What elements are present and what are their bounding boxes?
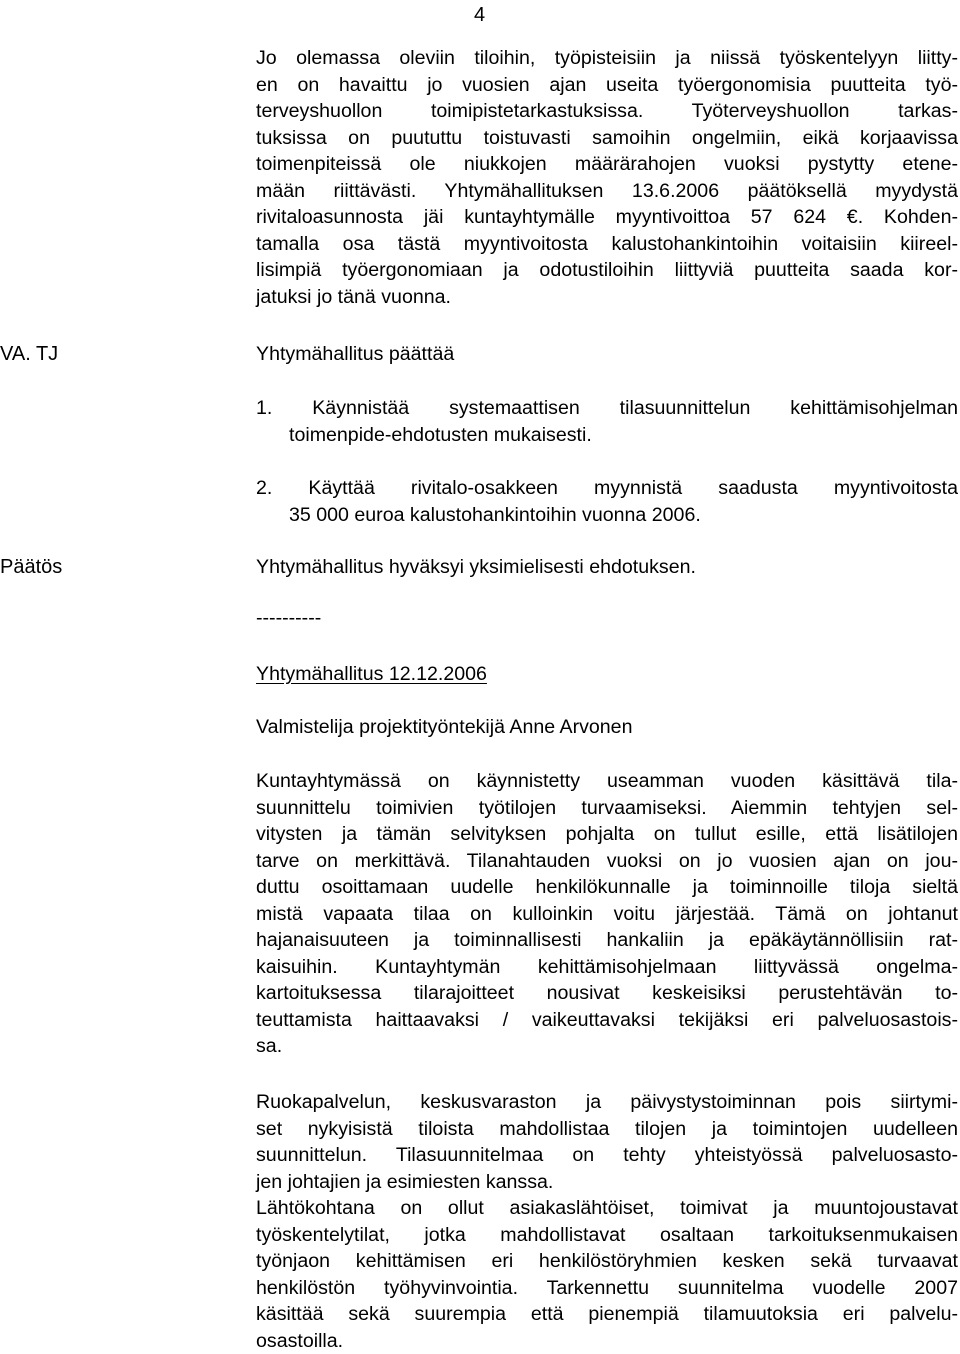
- text-line: Jo olemassa oleviin tiloihin, työpisteisiin ja niissä työskentelyyn liitty-: [256, 45, 958, 72]
- text-line: tuksissa on puututtu toistuvasti samoihin ongelmiin, eikä korjaavissa: [256, 125, 958, 152]
- text-line: rivitaloasunnosta jäi kuntayhtymälle myyntivoittoa 57 624 €. Kohden-: [256, 204, 958, 231]
- text-line: suunnittelu toimivien työtilojen turvaamiseksi. Aiemmin tehtyjen sel-: [256, 795, 958, 822]
- paragraph-3: [256, 1195, 958, 1354]
- text-line: mään riittävästi. Yhtymähallituksen 13.6.2006 päätöksellä myydystä: [256, 178, 958, 205]
- text-line: työnjaon kehittämisen eri henkilöstöryhmien kesken sekä turvaavat: [256, 1248, 958, 1275]
- text-line: vitysten ja tämän selvityksen pohjalta on tullut esille, että lisätilojen: [256, 821, 958, 848]
- text-line: Kuntayhtymässä on käynnistetty useamman vuoden käsittävä tila-: [256, 768, 958, 795]
- decision-text: Yhtymähallitus hyväksyi yksimielisesti ehdotuksen.: [256, 556, 696, 579]
- proposal-item-2: [256, 475, 958, 528]
- text-line: suunnittelun. Tilasuunnitelmaa on tehty yhteistyössä palveluosasto-: [256, 1142, 958, 1169]
- text-line: 35 000 euroa kalustohankintoihin vuonna 2006.: [256, 502, 958, 529]
- separator: ----------: [256, 607, 321, 630]
- text-line: käsittää sekä suurempia että pienempiä tilamuutoksia eri palvelu-: [256, 1301, 958, 1328]
- text-line: set nykyisistä tiloista mahdollistaa tilojen ja toimintojen uudelleen: [256, 1116, 958, 1143]
- intro-paragraph: [256, 45, 958, 310]
- text-line: osastoilla.: [256, 1328, 958, 1354]
- text-line: toimenpide-ehdotusten mukaisesti.: [256, 422, 958, 449]
- text-line: hajanaisuuteen ja toiminnallisesti hankaliin ja epäkäytännöllisiin rat-: [256, 927, 958, 954]
- text-line: tarve on merkittävä. Tilanahtauden vuoksi on jo vuosien ajan on jou-: [256, 848, 958, 875]
- text-line: työskentelytilat, jotka mahdollistavat osaltaan tarkoituksenmukaisen: [256, 1222, 958, 1249]
- text-line: henkilöstön työhyvinvointia. Tarkennettu suunnitelma vuodelle 2007: [256, 1275, 958, 1302]
- text-line: toimenpiteissä ole niukkojen määrärahojen vuoksi pystytty etene-: [256, 151, 958, 178]
- text-line: 1. Käynnistää systemaattisen tilasuunnittelun kehittämisohjelman: [256, 395, 958, 422]
- paragraph-1: [256, 768, 958, 1060]
- proposal-label: VA. TJ: [0, 343, 58, 366]
- proposal-item-1: [256, 395, 958, 448]
- text-line: jen johtajien ja esimiesten kanssa.: [256, 1169, 958, 1196]
- proposal-heading: Yhtymähallitus päättää: [256, 343, 454, 366]
- decision-label: Päätös: [0, 556, 62, 579]
- text-line: sa.: [256, 1033, 958, 1060]
- text-line: lisimpiä työergonomiaan ja odotustiloihin liittyviä puutteita saada kor-: [256, 257, 958, 284]
- meeting-heading: Yhtymähallitus 12.12.2006: [256, 663, 487, 686]
- text-line: duttu osoittamaan uudelle henkilökunnalle ja toiminnoille tiloja sieltä: [256, 874, 958, 901]
- preparer-line: Valmistelija projektityöntekijä Anne Arvonen: [256, 716, 632, 739]
- text-line: Lähtökohtana on ollut asiakaslähtöiset, toimivat ja muuntojoustavat: [256, 1195, 958, 1222]
- text-line: Ruokapalvelun, keskusvaraston ja päivystystoiminnan pois siirtymi-: [256, 1089, 958, 1116]
- text-line: terveyshuollon toimipistetarkastuksissa. Työterveyshuollon tarkas-: [256, 98, 958, 125]
- text-line: 2. Käyttää rivitalo-osakkeen myynnistä saadusta myyntivoitosta: [256, 475, 958, 502]
- text-line: kartoituksessa tilarajoitteet nousivat keskeisiksi perustehtävän to-: [256, 980, 958, 1007]
- text-line: en on havaittu jo vuosien ajan useita työergonomisia puutteita työ-: [256, 72, 958, 99]
- text-line: tamalla osa tästä myyntivoitosta kalustohankintoihin voitaisiin kiireel-: [256, 231, 958, 258]
- paragraph-2: [256, 1089, 958, 1195]
- text-line: kaisuihin. Kuntayhtymän kehittämisohjelmaan liittyvässä ongelma-: [256, 954, 958, 981]
- page-number: 4: [474, 4, 485, 27]
- text-line: mistä vapaata tilaa on kulloinkin voitu järjestää. Tämä on johtanut: [256, 901, 958, 928]
- text-line: teuttamista haittaavaksi / vaikeuttavaksi tekijäksi eri palveluosastois-: [256, 1007, 958, 1034]
- text-line: jatuksi jo tänä vuonna.: [256, 284, 958, 311]
